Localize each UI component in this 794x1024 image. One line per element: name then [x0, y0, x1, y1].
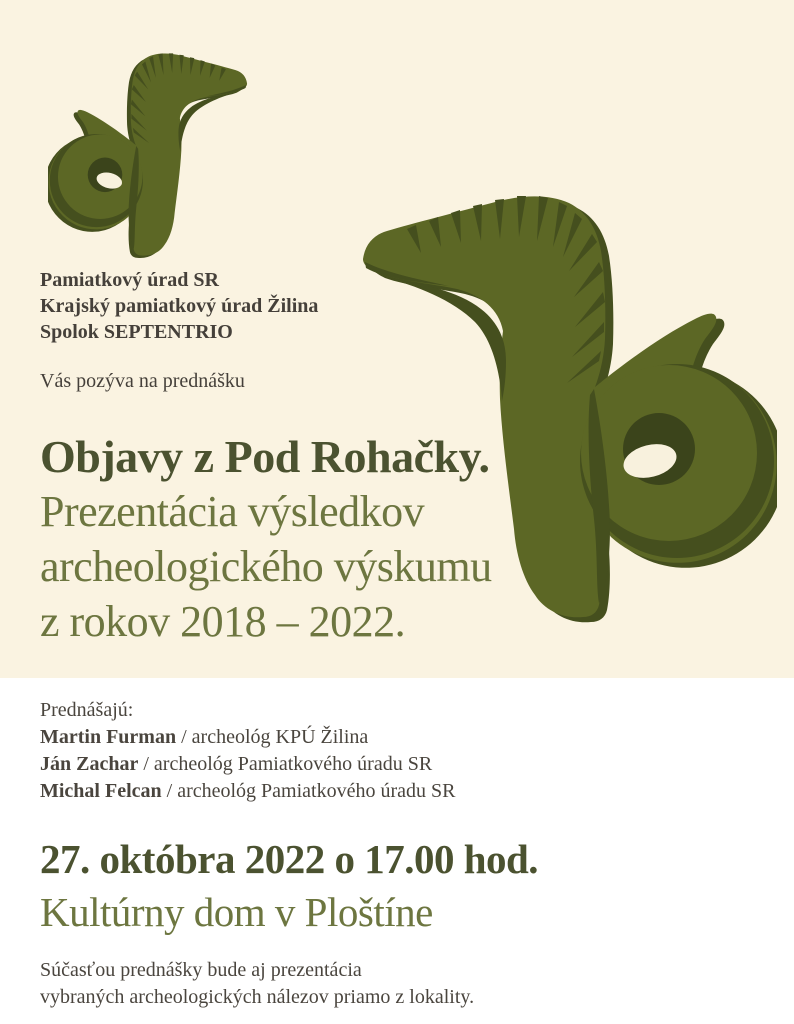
artifact-illustration-small [48, 52, 268, 267]
organizer-line: Spolok SEPTENTRIO [40, 321, 233, 343]
organizer-line: Krajský pamiatkový úrad Žilina [40, 295, 319, 317]
speaker-name: Michal Felcan [40, 780, 162, 802]
event-subtitle-line: z rokov 2018 – 2022. [40, 597, 406, 646]
event-title: Objavy z Pod Rohačky. [40, 431, 490, 482]
organizer-line: Pamiatkový úrad SR [40, 269, 219, 291]
speaker-separator: / [166, 780, 173, 802]
speaker-role: archeológ Pamiatkového úradu SR [177, 780, 456, 802]
speaker-row [40, 724, 455, 751]
speaker-role: archeológ Pamiatkového úradu SR [153, 753, 433, 775]
note-block [40, 957, 600, 1011]
speaker-row [40, 778, 455, 805]
event-subtitle-line: archeologického výskumu [40, 542, 492, 591]
event-venue: Kultúrny dom v Ploštíne [40, 889, 433, 935]
invitation-text: Vás pozýva na prednášku [40, 370, 245, 392]
event-datetime: 27. októbra 2022 o 17.00 hod. [40, 836, 539, 882]
speakers-block [40, 697, 455, 805]
speaker-name: Ján Zachar [40, 753, 139, 775]
speaker-role: archeológ KPÚ Žilina [191, 726, 369, 748]
note-line: Súčasťou prednášky bude aj prezentácia [40, 959, 362, 981]
speaker-separator: / [143, 753, 149, 775]
speakers-heading: Prednášajú: [40, 699, 134, 721]
speaker-separator: / [181, 726, 187, 748]
note-line: vybraných archeologických nálezov priamo z lokality. [40, 986, 475, 1008]
speaker-name: Martin Furman [40, 726, 177, 748]
event-title-block [40, 429, 640, 649]
speaker-row [40, 751, 455, 778]
event-subtitle-line: Prezentácia výsledkov [40, 487, 425, 536]
organizers-block [40, 267, 318, 345]
